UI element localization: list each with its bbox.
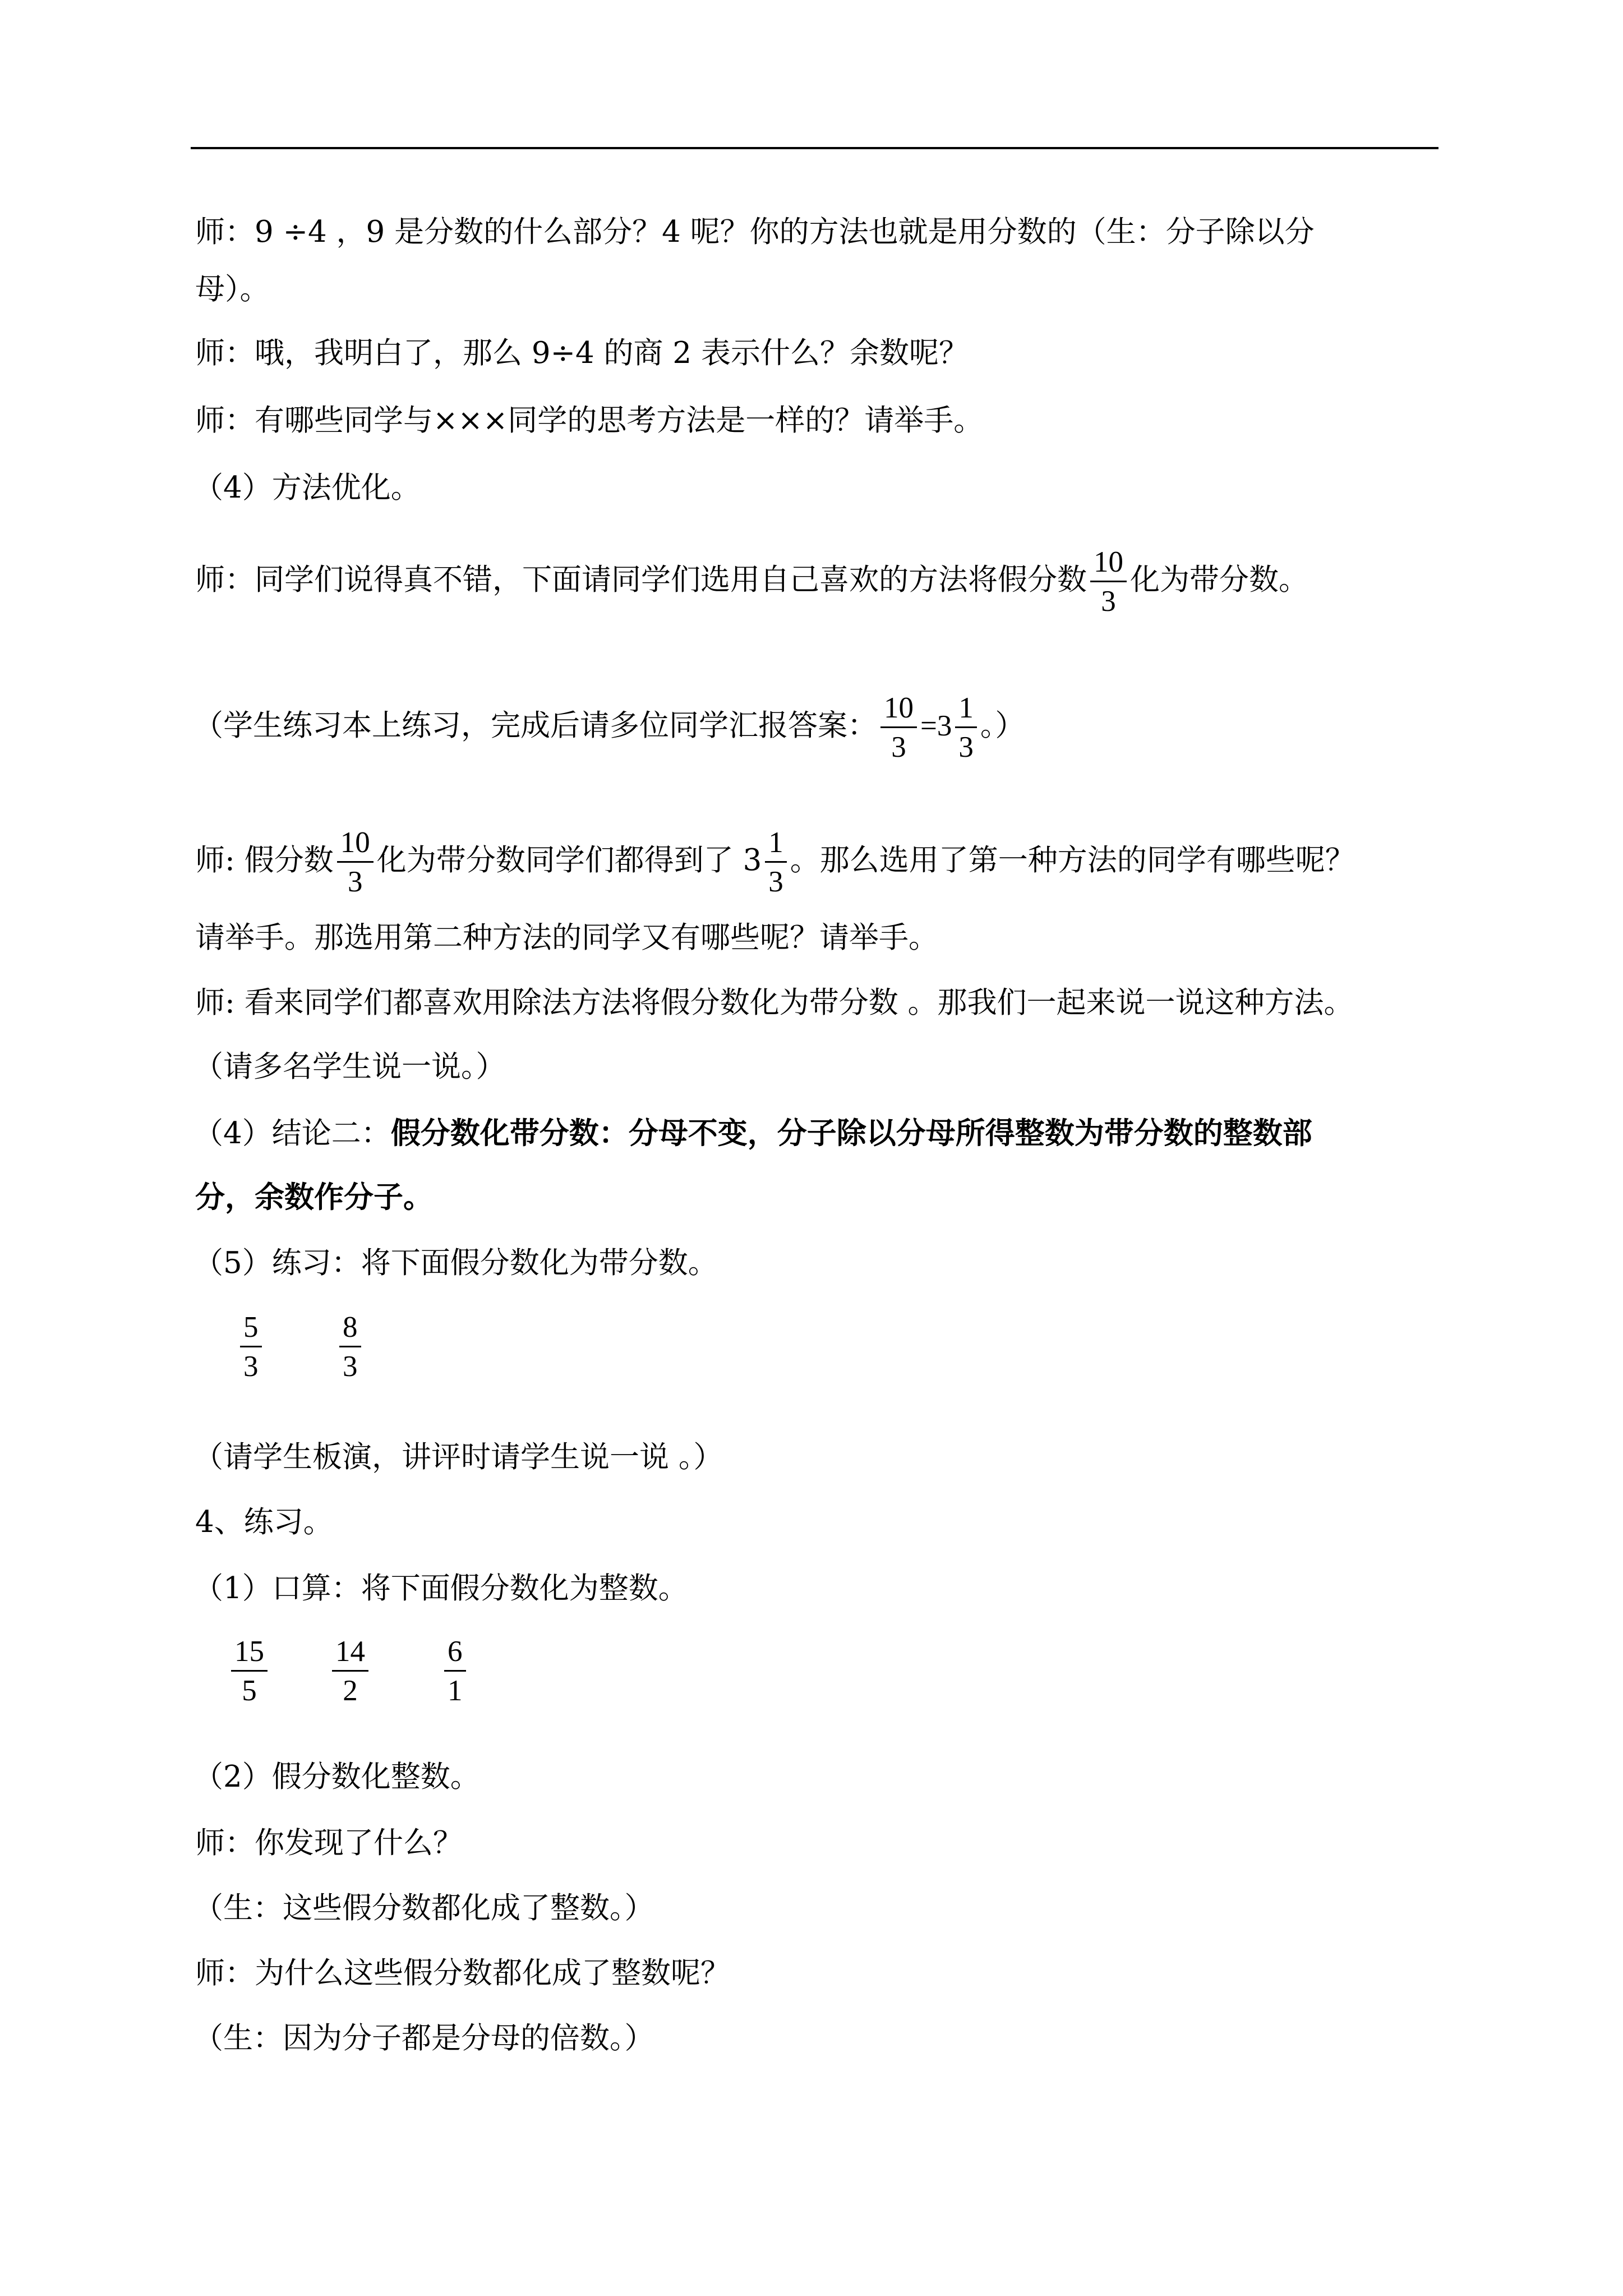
text-line-14: （5）练习：将下面假分数化为带分数。	[193, 1246, 718, 1280]
text-line-6-a: 师：同学们说得真不错，下面请同学们选用自己喜欢的方法将假分数	[195, 563, 1087, 597]
text-line-5: （4）方法优化。	[193, 471, 421, 505]
fraction-denominator: 3	[891, 731, 906, 763]
text-line-1: 师：9 ÷4 ，9 是分数的什么部分？4 呢？你的方法也就是用分数的（生：分子除以分	[195, 215, 1315, 249]
header-rule	[191, 147, 1438, 149]
text-line-10: 师: 看来同学们都喜欢用除法方法将假分数化为带分数 。那我们一起来说一说这种方法。	[195, 986, 1354, 1020]
text-line-11: （请多名学生说一说。）	[193, 1050, 506, 1084]
practice-fraction	[444, 1637, 466, 1706]
text-line-4: 师：有哪些同学与×××同学的思考方法是一样的？请举手。	[195, 403, 984, 438]
fraction-denominator: 5	[242, 1674, 257, 1707]
text-line-16: 4、练习。	[195, 1505, 333, 1539]
text-line-6-b: 化为带分数。	[1130, 563, 1308, 597]
text-line-12	[193, 1115, 1312, 1152]
text-line-3: 师：哦，我明白了，那么 9÷4 的商 2 表示什么？余数呢？	[195, 336, 969, 370]
text-line-13: 分，余数作分子。	[195, 1180, 433, 1214]
fraction-denominator: 3	[768, 866, 783, 898]
equals-three: =3	[920, 710, 952, 742]
text-line-22: （生：因为分子都是分母的倍数。）	[193, 2021, 654, 2055]
text-line-2: 母）。	[195, 272, 270, 306]
fraction-10-3	[1090, 547, 1127, 616]
fraction-10-3-answer	[880, 693, 917, 762]
fraction-numerator: 1	[955, 693, 977, 728]
text-line-20: （生：这些假分数都化成了整数。）	[193, 1891, 654, 1925]
fraction-numerator: 10	[1090, 547, 1127, 582]
fraction-numerator: 6	[444, 1637, 466, 1672]
fraction-denominator: 3	[243, 1350, 259, 1383]
text-line-9: 请举手。那选用第二种方法的同学又有哪些呢？请举手。	[195, 921, 938, 955]
text-line-21: 师：为什么这些假分数都化成了整数呢？	[195, 1956, 730, 1990]
fraction-numerator: 15	[231, 1637, 268, 1672]
fraction-denominator: 3	[958, 731, 974, 763]
practice-fraction	[240, 1313, 262, 1382]
text-line-8	[195, 828, 1355, 897]
fraction-numerator: 10	[337, 828, 374, 863]
fraction-numerator: 8	[339, 1313, 361, 1347]
text-line-8-c: 。那么选用了第一种方法的同学有哪些呢？	[790, 843, 1355, 877]
text-line-8-b: 化为带分数同学们都得到了 3	[376, 843, 762, 877]
conclusion-label: （4）结论二：	[193, 1116, 391, 1151]
text-line-6	[195, 547, 1308, 616]
fraction-denominator: 2	[343, 1674, 358, 1707]
fraction-numerator: 1	[765, 828, 787, 863]
fraction-denominator: 3	[343, 1350, 358, 1383]
fraction-numerator: 10	[880, 693, 917, 728]
practice-fraction	[332, 1637, 368, 1706]
fraction-denominator: 1	[448, 1674, 463, 1707]
text-line-7-b: 。）	[980, 708, 1025, 743]
text-line-18: （2）假分数化整数。	[193, 1760, 480, 1794]
practice-fraction	[339, 1313, 361, 1382]
fraction-numerator: 5	[240, 1313, 262, 1347]
practice-fraction	[231, 1637, 268, 1706]
fraction-denominator: 3	[347, 866, 363, 898]
text-line-7-a: （学生练习本上练习，完成后请多位同学汇报答案：	[193, 708, 877, 743]
text-line-17: （1）口算：将下面假分数化为整数。	[193, 1571, 688, 1605]
text-line-7	[193, 693, 1025, 762]
conclusion-text: 假分数化带分数：分母不变，分子除以分母所得整数为带分数的整数部	[390, 1116, 1312, 1151]
fraction-1-3-mixed	[765, 828, 787, 897]
fraction-1-3	[955, 693, 977, 762]
text-line-15: （请学生板演，讲评时请学生说一说 。）	[193, 1440, 723, 1474]
fraction-numerator: 14	[332, 1637, 368, 1672]
text-line-8-a: 师: 假分数	[195, 843, 334, 877]
text-line-19: 师：你发现了什么？	[195, 1826, 463, 1860]
fraction-10-3-teacher	[337, 828, 374, 897]
fraction-denominator: 3	[1101, 585, 1116, 618]
